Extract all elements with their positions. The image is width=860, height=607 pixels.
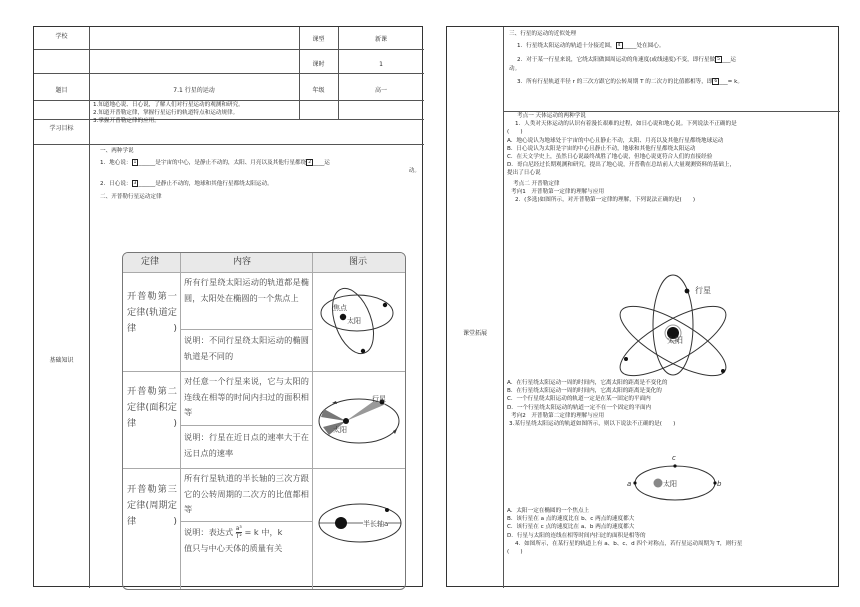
left-page	[33, 26, 423, 587]
col-header-law: 定律	[141, 257, 160, 267]
section-title: 一、两种学说	[100, 148, 134, 154]
orbit-figure	[607, 273, 743, 381]
objectives-label: 学习目标	[49, 125, 74, 132]
section-title: 二、开普勒行星运动定律	[100, 193, 162, 200]
question-1: 1．人类对天体运动的认识有着漫长艰难的过程，如日心说和地心说。下列说法不正确的是	[515, 121, 737, 128]
law-3-figure	[317, 501, 403, 547]
objective-item: 1.知道地心说、日心说，了解人们对行星运动的观测和研究。	[93, 102, 244, 108]
question-4: 4．如图所示，在某行星的轨道上有 a、b、c、d 四个对称点，若行星运动周期为 T，则行星	[515, 540, 743, 547]
law-3-content: 所有行星轨道的半长轴的三次方跟它的公转周期的二次方的比值都相等	[184, 473, 309, 514]
direction-title: 考向2 开普勒第二定律的理解与应用	[511, 412, 605, 419]
period-label: 课时	[312, 61, 325, 68]
option-d: D．哥白尼经过长期观测和研究，提出了地心说，开普勒在总结前人大量观测资料的基础上，	[507, 162, 736, 169]
key-point-title: 考点二 开普勒定律	[513, 180, 560, 187]
key-point-title: 考点一 天体运动的两种学说	[517, 113, 586, 119]
basics-label: 基础知识	[49, 357, 74, 364]
objectives-list	[93, 101, 423, 126]
option-d: D．一个行星绕太阳运动的轨道一定不在一个固定的平面内	[507, 404, 652, 411]
option-c: C．该行星在 c 点的速度比在 a、b 两点的速度都大	[507, 524, 635, 531]
objective-item: 3.掌握开普勒定律的应用。	[93, 118, 160, 125]
course-type-value: 新课	[374, 36, 387, 43]
blank-box[interactable]: 4	[617, 43, 621, 49]
direction-title: 考向1 开普勒第一定律的理解与应用	[511, 188, 605, 195]
figure-label-sun: 太阳	[333, 426, 347, 434]
law-2-note: 说明：行星在近日点的速率大于在远日点的速率	[184, 432, 309, 458]
option-a: A．太阳一定在椭圆的一个焦点上	[507, 508, 590, 514]
law-2-figure	[316, 391, 402, 451]
period-value: 1	[379, 61, 383, 68]
option-c: C．在天文学史上，虽然日心说最终战胜了地心说，但地心说更符合人们的直接经验	[507, 154, 713, 161]
section-3: 三、行星的运动的近似处理 1．行星绕太阳运动的轨道十分接近圆， 4 _____处在圆心。 2．对于某一行星来说，它绕太阳做圆周运动的角速度(或线速度)不变，即行星做 5 ___运 动。 3．所有行星轨道半径 r 的三次方跟它的公转周期 T 的二次方的比值都相等，即 6 ___= k。	[509, 30, 835, 86]
question-2: 2．(多选)如图所示，对开普勒第一定律的理解，下列说法正确的是( )	[515, 197, 696, 204]
school-label: 学校	[55, 33, 68, 40]
blank-box[interactable]: 6	[714, 78, 718, 84]
point-c-label: c	[672, 454, 676, 462]
law-1-content: 所有行星绕太阳运动的轨道都是椭圆，太阳处在椭圆的一个焦点上	[184, 277, 309, 303]
option-d: D．行星与太阳的连线在相等时间内扫过的面积是相等的	[507, 532, 646, 539]
exercise-area-3: A．太阳一定在椭圆的一个焦点上 B．该行星在 a 点的速度比在 b、c 两点的速度都大 C．该行星在 c 点的速度比在 a、b 两点的速度都大 D．行星与太阳的连线在相等时间内扫过的面积是相等的 4．如图所示，在某行星的轨道上有 a、b、c、d 四个对称点，若行星运动周期为 T，则行星 ( )	[507, 507, 837, 556]
blank-box[interactable]: 1	[133, 160, 137, 166]
point-b-label: b	[717, 480, 722, 488]
point-a-label: a	[627, 480, 632, 488]
law-3-name: 开普勒第三定律(周期定律)	[127, 484, 177, 527]
topic-label: 题目	[55, 87, 68, 94]
option-b: B．在行星绕太阳运动一周的时间内，它离太阳的距离是变化的	[507, 388, 662, 395]
kepler-law-table	[122, 252, 406, 590]
law-1-name: 开普勒第一定律(轨道定律)	[127, 291, 177, 334]
exercise-area-2	[507, 379, 837, 428]
law-2-content: 对任意一个行星来说，它与太阳的连线在相等的时间内扫过的面积相等	[184, 376, 309, 417]
formula-fraction: $\frac{\text{a³}}{\text{T²}}$	[235, 525, 242, 540]
figure-label-semi-major-axis: 半长轴a	[363, 520, 389, 528]
extension-label: 课堂拓展	[462, 330, 487, 337]
question-2: 2．日心说： 3 ______是静止不动的，地球和其他行星都绕太阳运动。	[100, 180, 273, 187]
option-c: C．一个行星绕太阳运动的轨道一定是在某一固定的平面内	[507, 396, 651, 403]
topic-value: 7.1 行星的运动	[173, 87, 215, 94]
section-title: 三、行星的运动的近似处理	[509, 31, 577, 37]
right-page	[446, 26, 839, 587]
figure-label-sun: 太阳	[663, 480, 677, 488]
law-2-name: 开普勒第二定律(面积定律)	[127, 386, 177, 429]
option-a: A．在行星绕太阳运动一周的时间内，它离太阳的距离是不变化的	[507, 380, 668, 386]
question-1: 1．地心说： 1 ______是宇宙的中心，是静止不动的，太阳、月亮以及其他行星都绕 2 ____运	[100, 160, 330, 167]
figure-label-planet: 行星	[695, 286, 711, 295]
figure-label-focus: 焦点	[333, 304, 347, 312]
option-b: B．日心说认为太阳是宇宙的中心且静止不动，地球和其他行星都绕太阳运动	[507, 145, 696, 152]
option-b: B．该行星在 a 点的速度比在 b、c 两点的速度都大	[507, 516, 635, 523]
question-3: 3.某行星绕太阳运动的轨道如图所示，则以下说法不正确的是( )	[509, 421, 676, 428]
exercise-area: 考点一 天体运动的两种学说 1．人类对天体运动的认识有着漫长艰难的过程，如日心说和地心说。下列说法不正确的是 ( ) A．地心说认为地球处于宇宙的中心且静止不动，太阳、月亮以及其他行星都绕地球运动 B．日心说认为太阳是宇宙的中心且静止不动，地球和其他行星都绕太阳运动 C．在天文学史上，虽然日心说最终战胜了地心说，但地心说更符合人们的直接经验 D．哥白尼经过长期观测和研究，提出了地心说，开普勒在总结前人大量观测资料的基础上， 提出了日心说 考点二 开普勒定律 考向1 开普勒第一定律的理解与应用 2．(多选)如图所示，对开普勒第一定律的理解，下列说法正确的是( )	[507, 112, 837, 204]
blank-box[interactable]: 2	[308, 160, 312, 166]
figure-label-sun: 太阳	[347, 317, 361, 325]
option-a: A．地心说认为地球处于宇宙的中心且静止不动，太阳、月亮以及其他行星都绕地球运动	[507, 137, 724, 144]
law-3-note: 说明：表达式 $\frac{\text{a³}}{\text{T²}}$ = k 中，k 值只与中心天体的质量有关	[184, 525, 283, 553]
grade-value: 高一	[374, 87, 387, 94]
blank-box[interactable]: 5	[717, 57, 720, 63]
law-1-note: 说明：不同行星绕太阳运动的椭圆轨道是不同的	[184, 335, 309, 361]
col-header-content: 内容	[233, 257, 252, 267]
blank-box[interactable]: 3	[133, 180, 137, 186]
basics-text: 一、两种学说 1．地心说： 1 ______是宇宙的中心，是静止不动的，太阳、月亮以及其他行星都绕 2 ____运 动。 2．日心说： 3 ______是静止不动的，地球和其他行星都绕太阳运动。 二、开普勒行星运动定律	[100, 148, 420, 200]
course-type-label: 课型	[312, 36, 325, 43]
figure-label-sun: 太阳	[667, 336, 683, 345]
objective-item: 2.知道开普勒定律，掌握行星运行的轨道特点和运动规律。	[93, 110, 239, 117]
grade-label: 年级	[312, 87, 325, 94]
col-header-figure: 图示	[349, 257, 368, 267]
figure-label-planet: 行星	[372, 395, 386, 403]
